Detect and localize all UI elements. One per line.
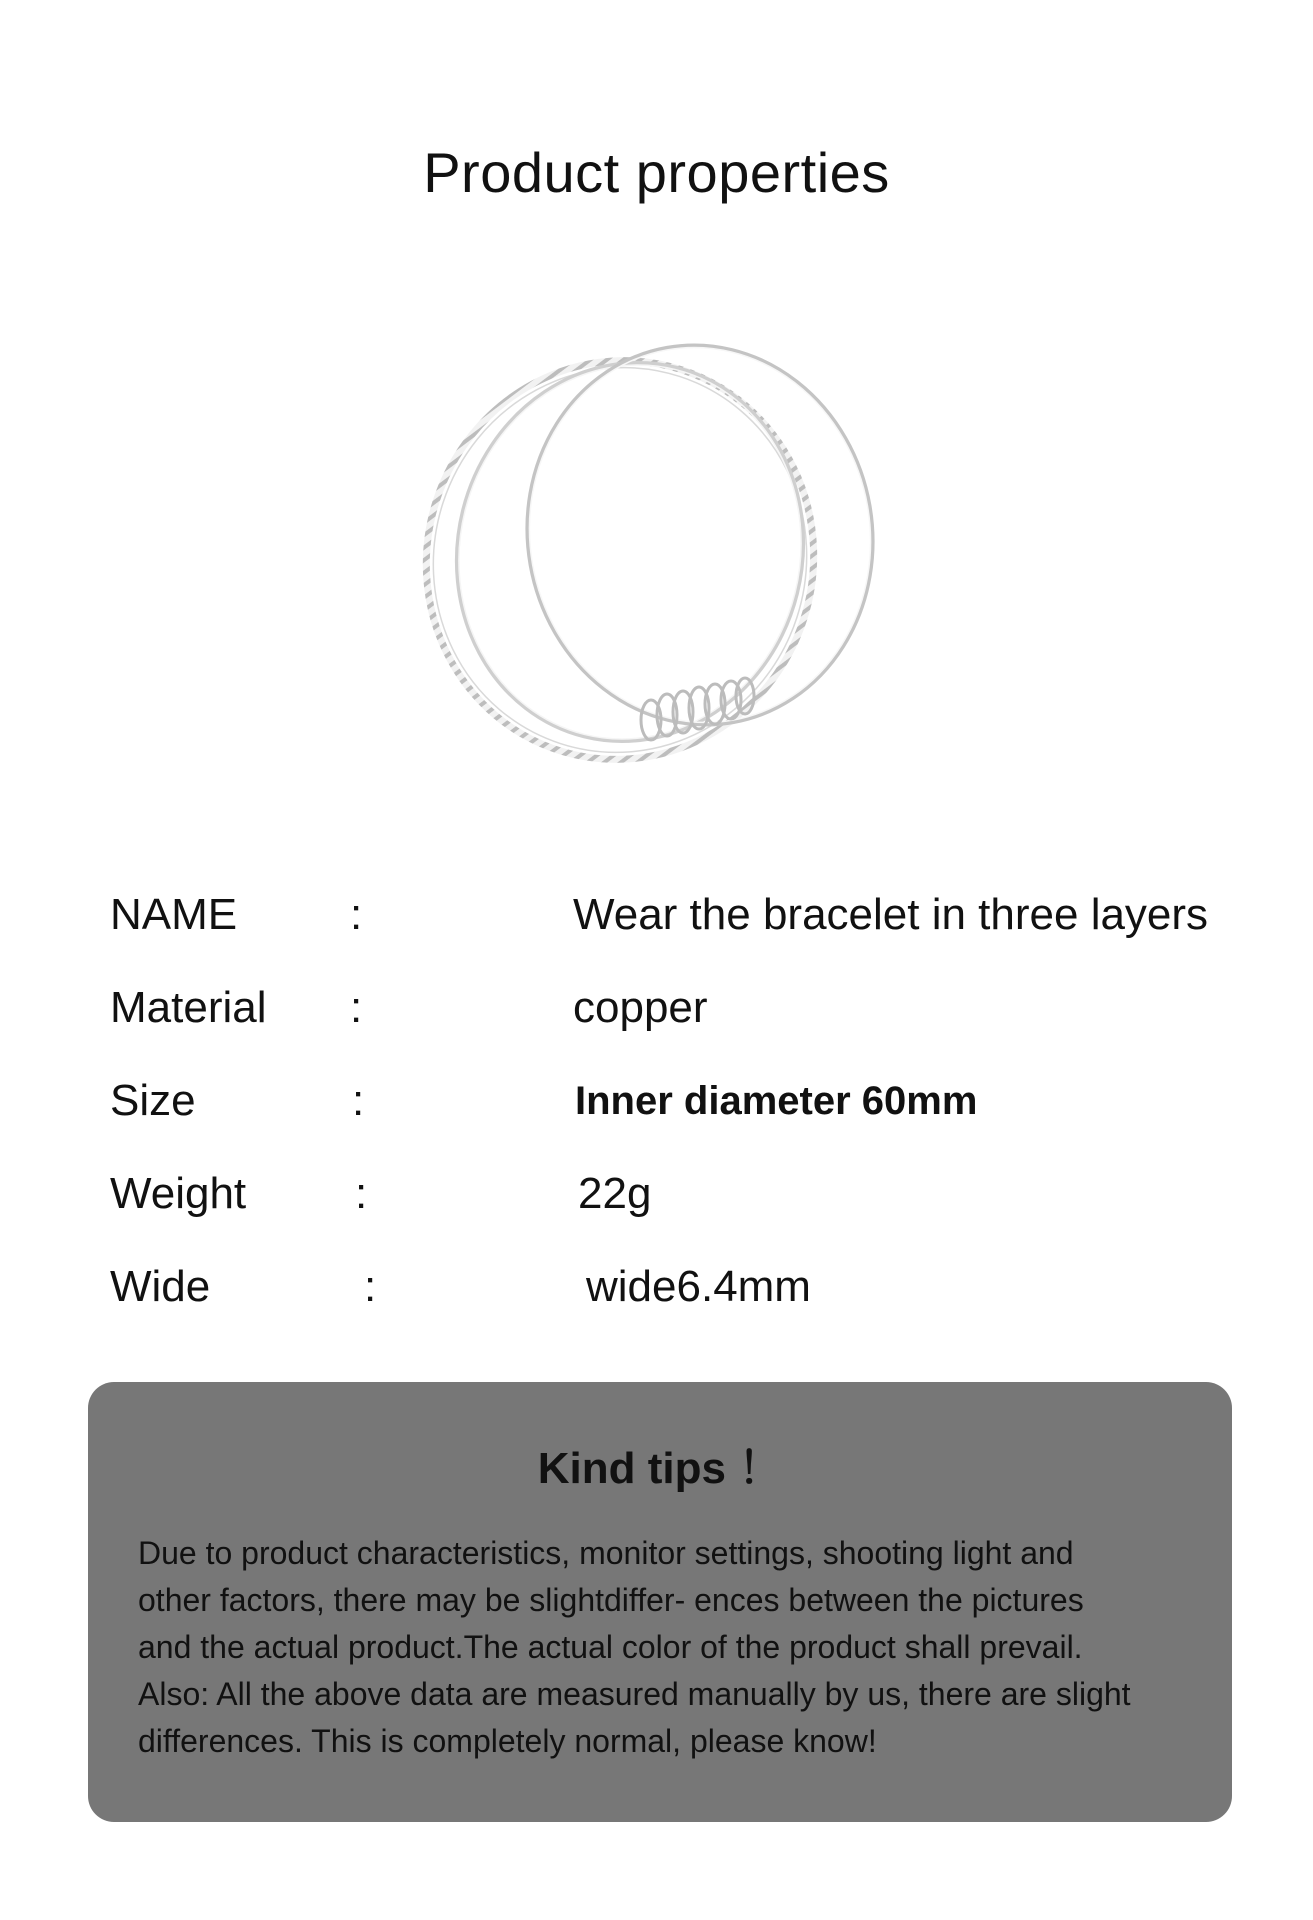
property-label: Weight: [110, 1169, 247, 1218]
property-row-material: [110, 978, 1260, 1071]
property-label: Material: [110, 983, 267, 1032]
property-value: Inner diameter 60mm: [575, 1079, 978, 1123]
property-label: Wide: [110, 1262, 211, 1311]
bracelet-image: [415, 330, 935, 790]
property-row-wide: [110, 1257, 1260, 1350]
tips-line: other factors, there may be slightdiffer- ences between the pictures: [138, 1582, 1084, 1618]
property-label: Size: [110, 1076, 196, 1125]
kind-tips-body: [138, 1530, 1198, 1765]
smooth-bangle-front: [498, 330, 903, 752]
property-value: Wear the bracelet in three layers: [573, 890, 1209, 939]
property-colon: :: [350, 890, 363, 939]
property-value: wide6.4mm: [586, 1262, 811, 1311]
property-row-name: [110, 885, 1260, 978]
twisted-bangle-inner-edge: [415, 330, 857, 790]
property-value: 22g: [578, 1169, 652, 1218]
property-colon: :: [364, 1262, 377, 1311]
property-label: NAME: [110, 890, 238, 939]
tips-line: Due to product characteristics, monitor settings, shooting light and: [138, 1535, 1074, 1571]
smooth-bangle-middle: [417, 330, 843, 778]
kind-tips-panel: [88, 1382, 1232, 1822]
property-row-size: [110, 1071, 1260, 1164]
property-value: copper: [573, 983, 708, 1032]
tips-line: differences. This is completely normal, please know!: [138, 1723, 877, 1759]
kind-tips-title: Kind tips ！: [537, 1444, 783, 1493]
tips-line: and the actual product.The actual color of the product shall prevail.: [138, 1629, 1083, 1665]
property-colon: :: [350, 983, 363, 1032]
property-colon: :: [352, 1076, 365, 1125]
properties-list: [110, 885, 1260, 1350]
tips-line: Also: All the above data are measured manually by us, there are slight: [138, 1676, 1131, 1712]
property-colon: :: [355, 1169, 368, 1218]
page-title: Product properties: [423, 141, 890, 204]
property-row-weight: [110, 1164, 1260, 1257]
small-rings-cluster: [641, 678, 754, 740]
